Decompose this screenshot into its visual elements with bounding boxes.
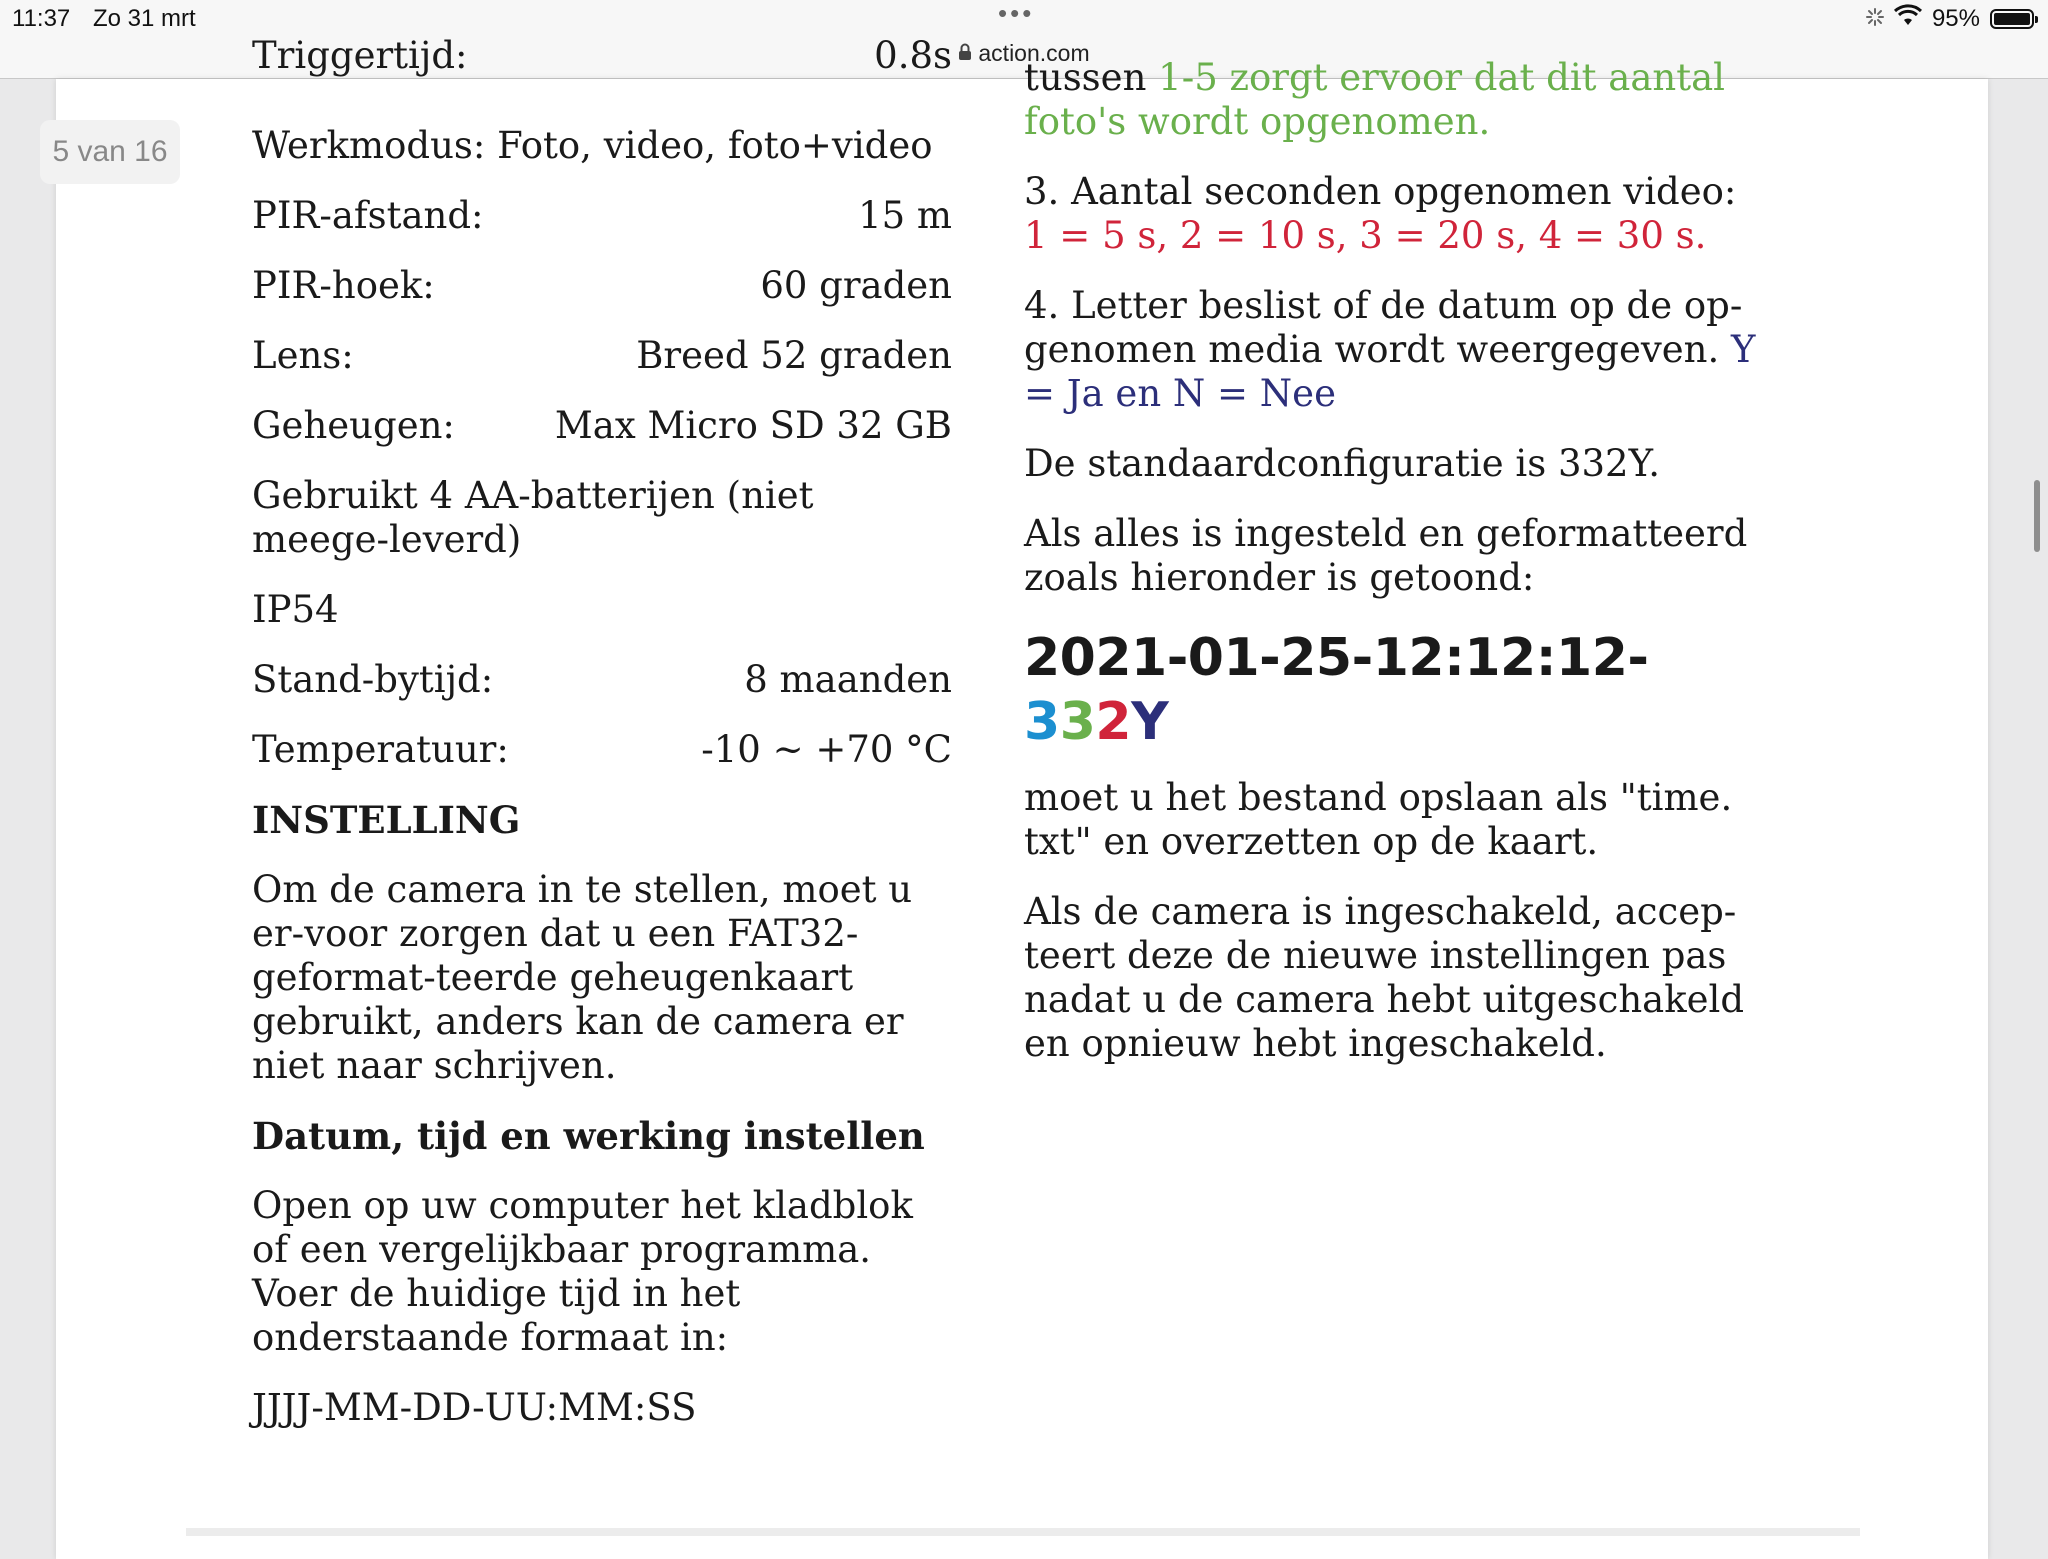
spec-label: Temperatuur: (252, 728, 509, 771)
datum-paragraph: Open op uw computer het kladblok of een vergelijkbaar programma. Voer de huidige tijd in het onderstaande formaat in: (252, 1184, 913, 1359)
spec-value: 8 maanden (744, 658, 952, 701)
wifi-icon (1894, 5, 1922, 33)
standard-config-text: De standaardconfiguratie is 332Y. (1024, 442, 1660, 485)
item3-values: 1 = 5 s, 2 = 10 s, 3 = 20 s, 4 = 30 s. (1024, 214, 1707, 257)
spec-value: 60 graden (760, 264, 952, 307)
multitasking-dots-icon[interactable]: ••• (998, 0, 1035, 28)
spec-row (252, 194, 952, 238)
spec-value: -10 ~ +70 °C (701, 728, 952, 771)
save-file-text: moet u het bestand opslaan als "time. txt" en overzetten op de kaart. (1024, 776, 1733, 863)
code-digit-3: 2 (1095, 692, 1132, 752)
scrollbar-thumb[interactable] (2034, 480, 2040, 552)
batteries-text: Gebruikt 4 AA-batterijen (niet meege-leverd) (252, 474, 814, 561)
ip-rating: IP54 (252, 588, 339, 631)
item3-text (1024, 170, 1784, 258)
status-time: 11:37 (12, 5, 71, 32)
spec-value: 15 m (858, 194, 952, 237)
code-digit-1: 3 (1024, 692, 1060, 752)
item2-text (1024, 56, 1784, 144)
lock-icon (958, 43, 972, 66)
item4-values: Y = Ja en N = Nee (1024, 328, 1756, 415)
right-column (1024, 56, 1784, 1092)
camera-restart-text: Als de camera is ingeschakeld, accep-teert deze de nieuwe instellingen pas nadat u de camera hebt uitgeschakeld en opnieuw hebt ingeschakeld. (1024, 890, 1745, 1065)
item4-text (1024, 284, 1784, 416)
page-indicator: 5 van 16 (40, 120, 180, 184)
status-date: Zo 31 mrt (93, 5, 196, 32)
battery-icon (1990, 9, 2034, 29)
left-column (252, 34, 952, 1456)
item2-highlight: 1-5 zorgt ervoor dat dit aantal foto's wordt opgenomen. (1024, 56, 1726, 143)
code-letter: Y (1131, 692, 1169, 752)
spec-row (252, 264, 952, 308)
spec-value: 0.8s (874, 34, 952, 77)
spec-label: Stand-bytijd: (252, 658, 494, 701)
spec-label: Geheugen: (252, 404, 455, 447)
spec-value: Max Micro SD 32 GB (554, 404, 952, 447)
spec-row (252, 658, 952, 702)
time-format: JJJJ-MM-DD-UU:MM:SS (252, 1386, 697, 1429)
example-date: 2021-01-25-12:12:12- (1024, 628, 1649, 688)
als-alles-text: Als alles is ingesteld en geformatteerd zoals hieronder is getoond: (1024, 512, 1748, 599)
spec-row (252, 404, 952, 448)
spec-label: PIR-afstand: (252, 194, 484, 237)
spec-row (252, 334, 952, 378)
spec-row (252, 728, 952, 772)
instelling-paragraph: Om de camera in te stellen, moet u er-voor zorgen dat u een FAT32-geformat-teerde geheugenkaart gebruikt, anders kan de camera er niet naar schrijven. (252, 868, 913, 1087)
item3-title: 3. Aantal seconden opgenomen video: (1024, 170, 1737, 213)
battery-percentage: 95% (1931, 5, 1980, 32)
spec-row-trigger-cut (252, 34, 952, 98)
spec-label: PIR-hoek: (252, 264, 435, 307)
example-timestamp (1024, 626, 1784, 754)
activity-spinner-icon (1866, 5, 1884, 33)
heading-datum: Datum, tijd en werking instellen (252, 1114, 925, 1158)
url-text: action.com (978, 40, 1090, 66)
item2-prefix: tussen (1024, 56, 1159, 99)
spec-label: Lens: (252, 334, 354, 377)
status-indicators (1866, 5, 2034, 33)
spec-label: Triggertijd: (252, 34, 468, 77)
heading-instelling: INSTELLING (252, 798, 521, 842)
code-digit-2: 3 (1059, 692, 1096, 752)
spec-value: Breed 52 graden (636, 334, 952, 377)
item4-title: 4. Letter beslist of de datum op de op-genomen media wordt weergegeven. (1024, 284, 1743, 371)
werkmodus-text: Werkmodus: Foto, video, foto+video (252, 124, 933, 167)
page-bottom-divider (186, 1528, 1860, 1536)
